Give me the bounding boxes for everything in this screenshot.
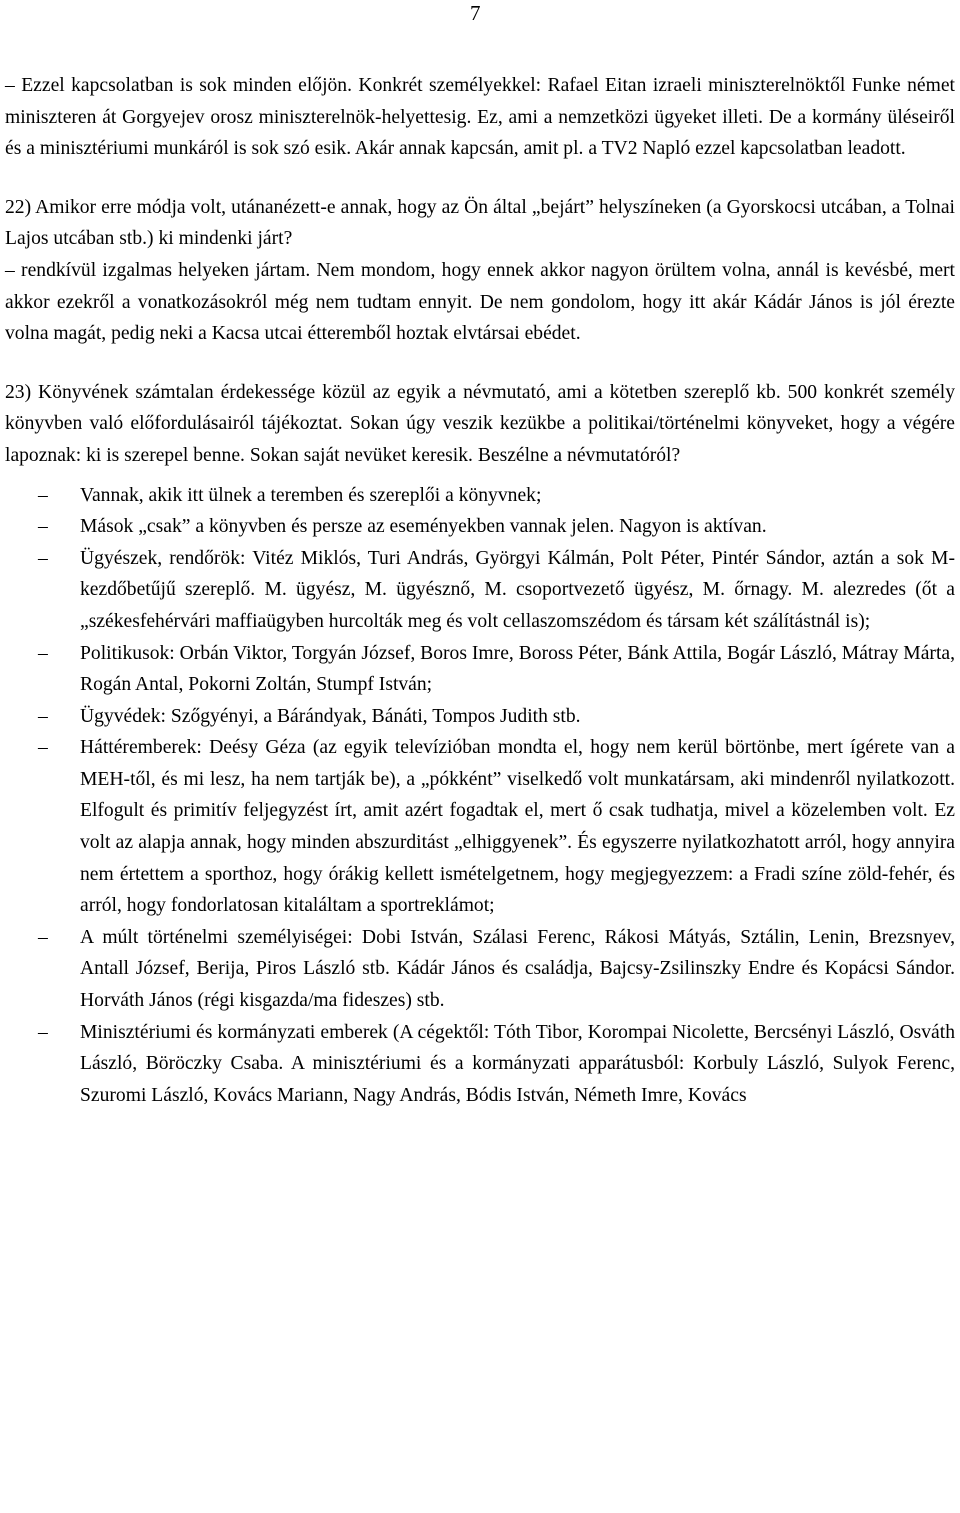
paragraph-gap bbox=[5, 165, 955, 192]
list-item bbox=[5, 638, 955, 701]
page-number: 7 bbox=[470, 1, 481, 25]
list-item-text: Minisztériumi és kormányzati emberek (A cégektől: Tóth Tibor, Korompai Nicolette, Bercsényi László, Osváth László, Böröczky Csaba. A minisztériumi és a kormányzati apparátusból: Korbuly László, Sulyok Ferenc, Szuromi László, Kovács Mariann, Nagy András, Bódis István, Németh Imre, Kovács bbox=[80, 1021, 955, 1106]
list-item bbox=[5, 732, 955, 922]
list-item-text: Mások „csak” a könyvben és persze az eseményekben vannak jelen. Nagyon is aktívan. bbox=[80, 516, 767, 538]
dash-bullet: – bbox=[38, 547, 48, 569]
intro-paragraph: – Ezzel kapcsolatban is sok minden előjön. Konkrét személyekkel: Rafael Eitan izraeli miniszterelnöktől Funke német miniszteren át Gorgyejev orosz miniszterelnök-helyettesig. Ez, ami a nemzetközi ügyeket illeti. De a kormány üléseiről és a minisztériumi munkáról is sok szó esik. Akár annak kapcsán, amit pl. a TV2 Napló ezzel kapcsolatban leadott. bbox=[5, 75, 955, 160]
dash-bullet: – bbox=[38, 1021, 48, 1043]
question-23: 23) Könyvének számtalan érdekessége közül az egyik a névmutató, ami a kötetben szereplő kb. 500 konkrét személy könyvben való előfordulásairól tájékoztat. Sokan úgy veszik kezükbe a politikai/történelmi könyveket, hogy a végére lapoznak: ki is szerepel benne. Sokan saját nevüket keresik. Beszélne a névmutatóról? bbox=[5, 381, 955, 466]
list-gap bbox=[5, 472, 955, 480]
list-item bbox=[5, 922, 955, 1017]
dash-bullet: – bbox=[38, 642, 48, 664]
list-item-text: Vannak, akik itt ülnek a teremben és szereplői a könyvnek; bbox=[80, 484, 542, 506]
dash-bullet: – bbox=[38, 705, 48, 727]
list-item bbox=[5, 511, 955, 543]
dash-bullet: – bbox=[38, 484, 48, 506]
page-body bbox=[5, 70, 955, 1111]
list-item-text: Politikusok: Orbán Viktor, Torgyán József, Boros Imre, Boross Péter, Bánk Attila, Bogár László, Mátray Márta, Rogán Antal, Pokorni Zoltán, Stumpf István; bbox=[80, 642, 955, 696]
list-item bbox=[5, 543, 955, 638]
dash-bullet: – bbox=[38, 737, 48, 759]
list-item bbox=[5, 701, 955, 733]
answer-22: – rendkívül izgalmas helyeken jártam. Nem mondom, hogy ennek akkor nagyon örültem volna, annál is kevésbé, mert akkor ezekről a vonatkozásokról még nem tudtam ennyit. De nem gondolom, hogy itt akár Kádár János is jól érezte volna magát, pedig neki a Kacsa utcai étteremből hoztak elvtársai ebédet. bbox=[5, 259, 955, 345]
question-22: 22) Amikor erre módja volt, utánanézett-e annak, hogy az Ön által „bejárt” helyszíneken (a Gyorskocsi utcában, a Tolnai Lajos utcában stb.) ki mindenki járt? bbox=[5, 196, 955, 250]
dash-bullet: – bbox=[38, 516, 48, 538]
list-item-text: Háttéremberek: Deésy Géza (az egyik televízióban mondta el, hogy nem kerül börtönbe, mert ígérete van a MEH-től, és mi lesz, ha nem tartják be), a „pókként” viselkedő volt munkatársam, aki mindenről nyilatkozott. Elfogult és primitív feljegyzést írt, amit azért fogadtak el, mert ő csak tudhatja, mivel a közelemben volt. Ez volt az alapja annak, hogy minden abszurditást „elhiggyenek”. És egyszerre nyilatkozhatott arról, hogy annyira nem értettem a sporthoz, hogy órákig kellett ismételgetnem, hogy megjegyezzem: a Fradi színe zöld-fehér, és arról, hogy fondorlatosan kitaláltam a sportreklámot; bbox=[80, 737, 955, 917]
paragraph-gap bbox=[5, 350, 955, 377]
answer-23-list bbox=[5, 480, 955, 1112]
list-item-text: A múlt történelmi személyiségei: Dobi István, Szálasi Ferenc, Rákosi Mátyás, Sztálin, Lenin, Brezsnyev, Antall József, Berija, Piros László stb. Kádár János és családja, Bajcsy-Zsilinszky Endre és Kopácsi Sándor. Horváth János (régi kisgazda/ma fideszes) stb. bbox=[80, 926, 955, 1012]
list-item-text: Ügyészek, rendőrök: Vitéz Miklós, Turi András, Györgyi Kálmán, Polt Péter, Pintér Sándor, aztán a sok M-kezdőbetűjű szereplő. M. ügyész, M. ügyésznő, M. csoportvezető ügyész, M. őrnagy. M. alezredes (őt a „székesfehérvári maffiaügyben hurcolták meg és volt cellaszomszédom és társam két szálítástnál is); bbox=[80, 547, 955, 632]
dash-bullet: – bbox=[38, 926, 48, 948]
list-item-text: Ügyvédek: Szőgyényi, a Bárándyak, Bánáti, Tompos Judith stb. bbox=[80, 705, 581, 727]
list-item bbox=[5, 1017, 955, 1112]
list-item bbox=[5, 480, 955, 512]
